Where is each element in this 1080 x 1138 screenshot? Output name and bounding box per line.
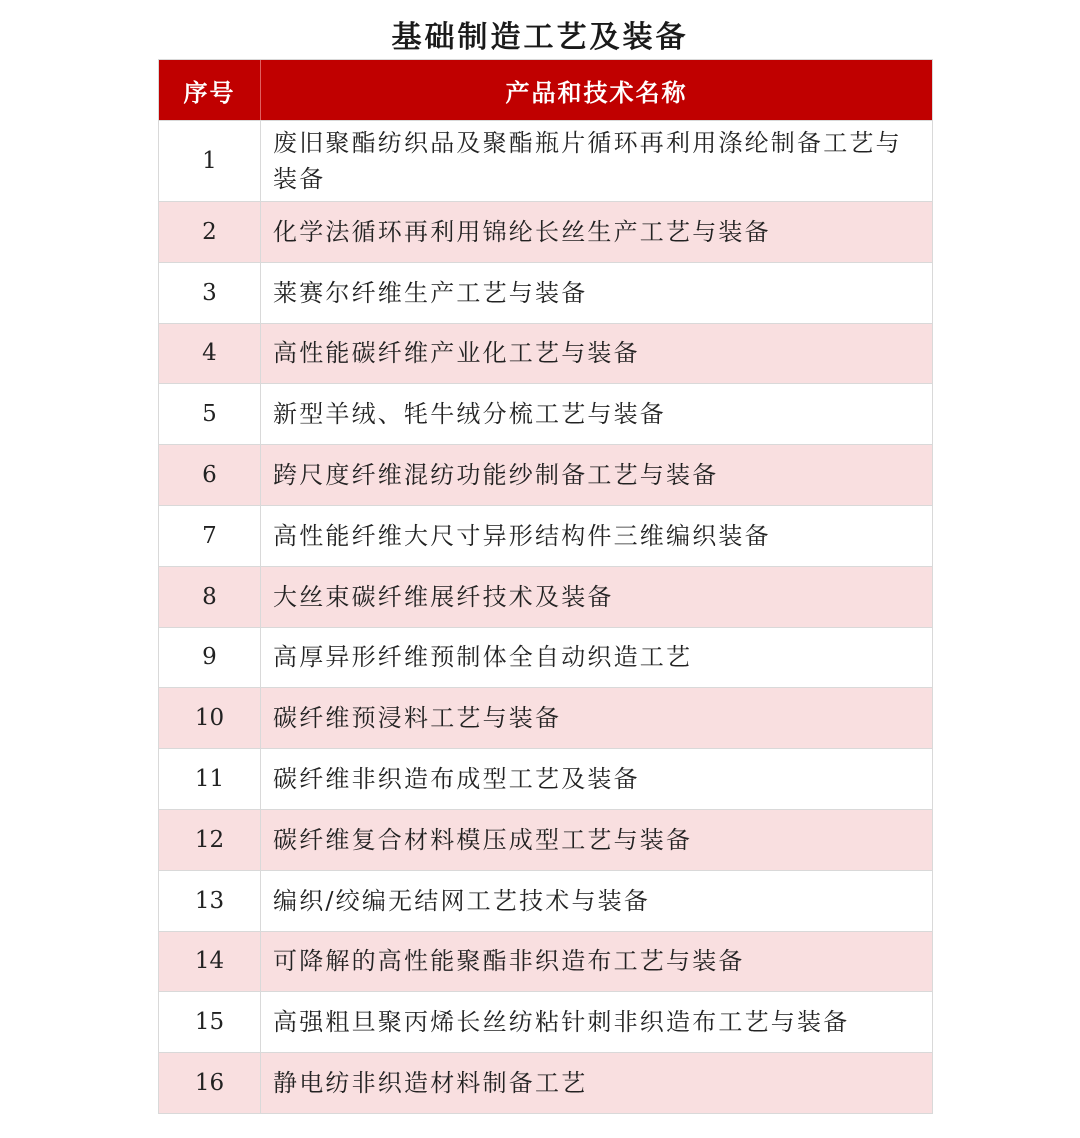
table-row bbox=[159, 627, 932, 688]
row-name: 高性能纤维大尺寸异形结构件三维编织装备 bbox=[273, 521, 771, 550]
table-row bbox=[159, 687, 932, 748]
row-no: 8 bbox=[159, 567, 261, 627]
row-name: 高强粗旦聚丙烯长丝纺粘针刺非织造布工艺与装备 bbox=[273, 1008, 850, 1037]
row-name: 可降解的高性能聚酯非织造布工艺与装备 bbox=[273, 947, 745, 976]
row-name: 大丝束碳纤维展纤技术及装备 bbox=[273, 582, 614, 611]
row-no: 13 bbox=[159, 871, 261, 931]
table-row bbox=[159, 809, 932, 870]
row-name: 高厚异形纤维预制体全自动织造工艺 bbox=[273, 643, 693, 672]
table-row bbox=[159, 201, 932, 262]
row-no: 12 bbox=[159, 810, 261, 870]
row-name: 碳纤维复合材料模压成型工艺与装备 bbox=[273, 825, 693, 854]
row-no: 14 bbox=[159, 932, 261, 992]
row-name: 碳纤维非织造布成型工艺及装备 bbox=[273, 765, 640, 794]
row-name: 编织/绞编无结网工艺技术与装备 bbox=[273, 886, 651, 915]
table-row bbox=[159, 870, 932, 931]
row-no: 6 bbox=[159, 445, 261, 505]
table-row bbox=[159, 931, 932, 992]
table-row bbox=[159, 566, 932, 627]
row-name: 莱赛尔纤维生产工艺与装备 bbox=[273, 278, 588, 307]
row-no: 11 bbox=[159, 749, 261, 809]
row-no: 3 bbox=[159, 263, 261, 323]
row-no: 4 bbox=[159, 324, 261, 384]
header-no: 序号 bbox=[159, 60, 261, 120]
row-no: 15 bbox=[159, 992, 261, 1052]
row-no: 10 bbox=[159, 688, 261, 748]
table-row bbox=[159, 323, 932, 384]
table-row bbox=[159, 1052, 932, 1113]
table-row bbox=[159, 748, 932, 809]
row-name: 碳纤维预浸料工艺与装备 bbox=[273, 704, 562, 733]
row-no: 1 bbox=[159, 121, 261, 201]
table-row bbox=[159, 505, 932, 566]
page-title: 基础制造工艺及装备 bbox=[391, 20, 689, 55]
table-row bbox=[159, 383, 932, 444]
row-name: 新型羊绒、牦牛绒分梳工艺与装备 bbox=[273, 400, 666, 429]
row-name: 废旧聚酯纺织品及聚酯瓶片循环再利用涤纶制备工艺与装备 bbox=[273, 129, 902, 193]
table-row bbox=[159, 991, 932, 1052]
table-row bbox=[159, 444, 932, 505]
table-row bbox=[159, 262, 932, 323]
row-name: 高性能碳纤维产业化工艺与装备 bbox=[273, 339, 640, 368]
row-no: 5 bbox=[159, 384, 261, 444]
row-no: 7 bbox=[159, 506, 261, 566]
row-no: 9 bbox=[159, 628, 261, 688]
product-table bbox=[158, 59, 933, 1114]
table-header bbox=[159, 60, 932, 120]
row-name: 静电纺非织造材料制备工艺 bbox=[273, 1069, 588, 1098]
row-no: 2 bbox=[159, 202, 261, 262]
row-no: 16 bbox=[159, 1053, 261, 1113]
row-name: 跨尺度纤维混纺功能纱制备工艺与装备 bbox=[273, 461, 719, 490]
table-row bbox=[159, 120, 932, 201]
header-name: 产品和技术名称 bbox=[505, 78, 688, 107]
row-name: 化学法循环再利用锦纶长丝生产工艺与装备 bbox=[273, 217, 771, 246]
